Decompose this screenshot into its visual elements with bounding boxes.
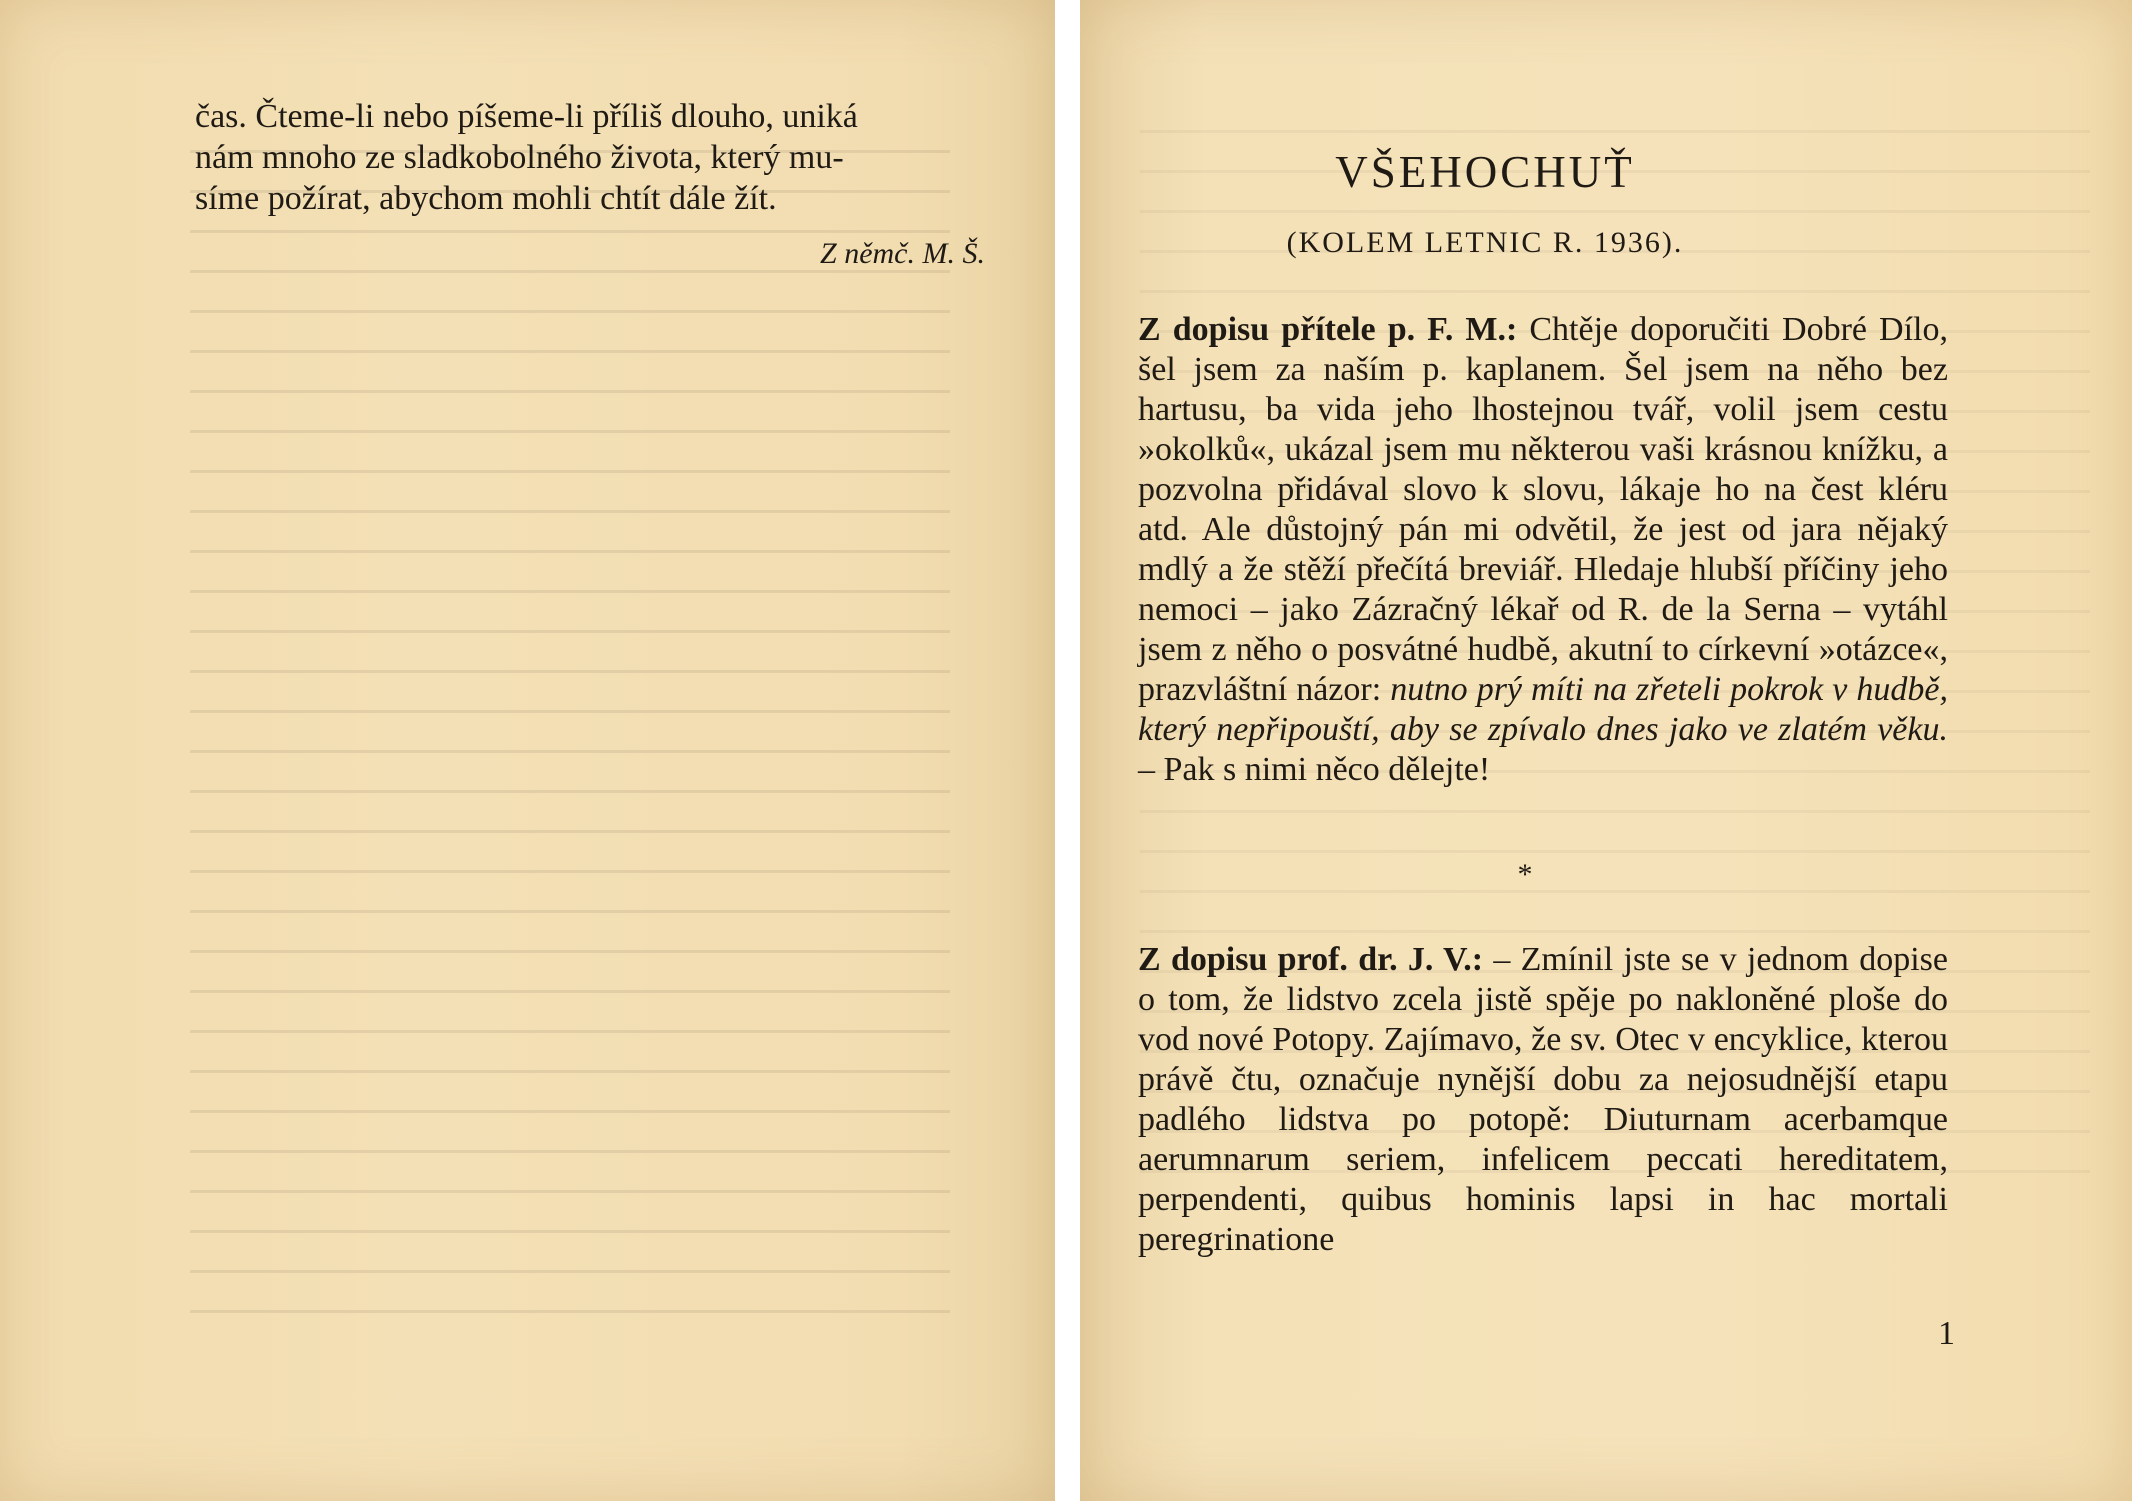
letter-1-tail: – Pak s nimi něco dělejte!: [1138, 751, 1491, 788]
left-page: [0, 0, 1055, 1501]
translation-signature: Z němč. M. Š.: [820, 237, 985, 270]
letter-1-lead: Z dopisu přítele p. F. M.:: [1138, 311, 1518, 348]
letter-2-lead: Z dopisu prof. dr. J. V.:: [1138, 941, 1484, 978]
left-line-2: nám mnoho ze sladkobolného života, který mu-: [195, 139, 844, 176]
letter-2-text: – Zmínil jste se v jednom dopise o tom, že lidstvo zcela jistě spěje po nakloněné ploše do vod nové Potopy. Zajímavo, že sv. Otec v encyklice, kterou právě čtu, označuje nynější dobu za nejosudnější etapu padlého lidstva po potopě: Diuturnam acerbamque aerumnarum seriem, infelicem peccati hereditatem, perpendenti, quibus hominis lapsi in hac mortali peregrinatione: [1138, 941, 1948, 1258]
letter-1-text: Chtěje doporučiti Dobré Dílo, šel jsem za naším p. kaplanem. Šel jsem na něho bez hartusu, ba vida jeho lhostejnou tvář, volil jsem cestu »okolků«, ukázal jsem mu některou vaši krásnou knížku, a pozvolna přidával slovo k slovu, lákaje ho na čest kléru atd. Ale důstojný pán mi odvětil, že jest od jara nějaký mdlý a že stěží přečítá breviář. Hledaje hlubší příčiny jeho nemoci – jako Zázračný lékař od R. de la Serna – vytáhl jsem z něho o posvátné hudbě, akutní to církevní »otázce«, prazvláštní názor:: [1138, 311, 1948, 708]
chapter-subtitle: (KOLEM LETNIC R. 1936).: [1286, 226, 1684, 259]
letter-1-quote: nutno prý míti na zřeteli pokrok v hudbě, který nepřipouští, aby se zpívalo dnes jako ve zlatém věku.: [1138, 671, 1948, 748]
chapter-title: VŠEHOCHUŤ: [1335, 147, 1635, 197]
left-line-3: síme požírat, abychom mohli chtít dále žít.: [195, 180, 777, 217]
page-number: 1: [1938, 1315, 1955, 1352]
left-page-text: [195, 96, 985, 219]
letter-paragraph-1: [1138, 310, 1948, 790]
section-separator: *: [1517, 858, 1533, 891]
letter-paragraph-2: [1138, 940, 1948, 1260]
left-line-1: čas. Čteme-li nebo píšeme-li příliš dlouho, uniká: [195, 98, 858, 135]
show-through-texture: [190, 150, 950, 1340]
page-gutter: [1055, 0, 1080, 1501]
